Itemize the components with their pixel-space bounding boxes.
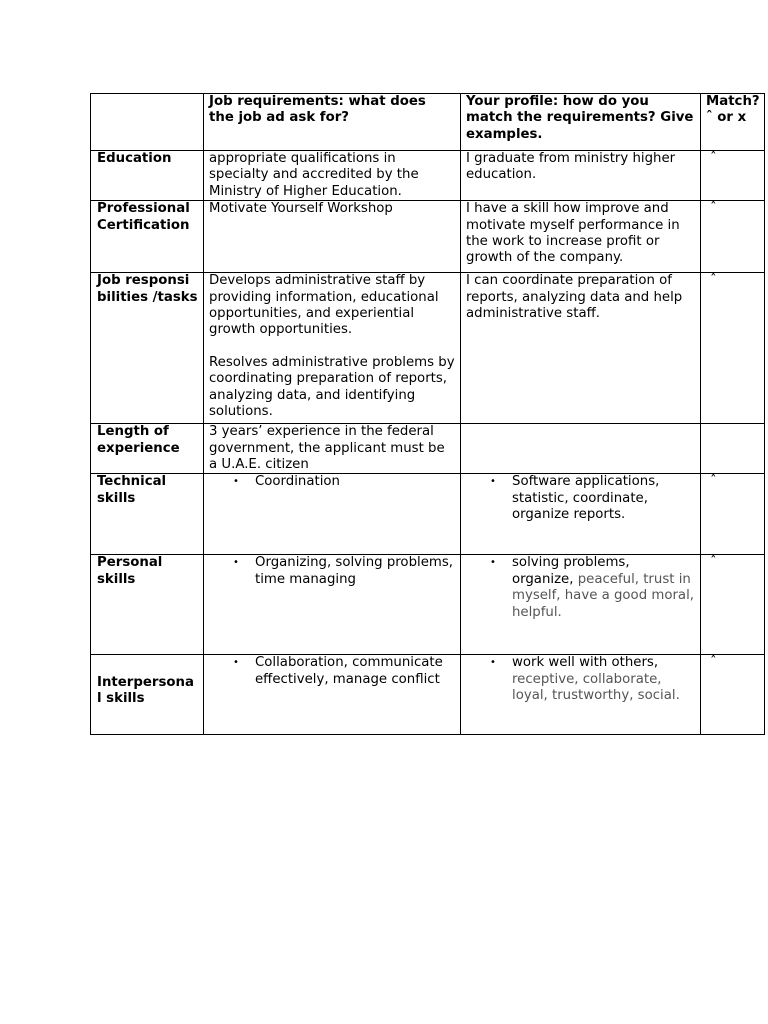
requirements-cell bbox=[204, 655, 461, 735]
profile-text-muted: receptive, collaborate, loyal, trustworthy, social. bbox=[512, 671, 680, 704]
requirements-cell bbox=[204, 474, 461, 555]
job-match-table bbox=[90, 93, 765, 735]
header-match: Match? ˆ or x bbox=[701, 94, 765, 151]
list-item: • Software applications, statistic, coordinate, organize reports. bbox=[466, 474, 695, 523]
table-row-technical bbox=[91, 474, 765, 555]
paragraph-gap bbox=[209, 339, 455, 355]
header-profile: Your profile: how do you match the requirements? Give examples. bbox=[461, 94, 701, 151]
row-label bbox=[91, 655, 204, 735]
requirements-cell: Motivate Yourself Workshop bbox=[204, 201, 461, 273]
requirements-cell: appropriate qualifications in specialty and accredited by the Ministry of Higher Education. bbox=[204, 151, 461, 201]
match-cell: ˆ bbox=[701, 555, 765, 655]
table-row-certification bbox=[91, 201, 765, 273]
table-row-interpersonal bbox=[91, 655, 765, 735]
row-label: Length of experience bbox=[91, 424, 204, 474]
list-item: • Collaboration, communicate effectively, manage conflict bbox=[209, 655, 455, 688]
table-row-personal bbox=[91, 555, 765, 655]
header-row bbox=[91, 94, 765, 151]
match-cell: ˆ bbox=[701, 273, 765, 424]
row-label: Professional Certification bbox=[91, 201, 204, 273]
match-cell: ˆ bbox=[701, 655, 765, 735]
requirements-cell bbox=[204, 555, 461, 655]
table-row-experience bbox=[91, 424, 765, 474]
header-requirements: Job requirements: what does the job ad ask for? bbox=[204, 94, 461, 151]
profile-cell: I graduate from ministry higher education. bbox=[461, 151, 701, 201]
list-item: • Coordination bbox=[209, 474, 455, 490]
match-cell: ˆ bbox=[701, 151, 765, 201]
requirements-paragraph: Develops administrative staff by providing information, educational opportunities, and experiential growth opportunities. bbox=[209, 273, 439, 338]
profile-text: solving problems, organize, bbox=[512, 555, 630, 587]
row-label: Education bbox=[91, 151, 204, 201]
requirements-cell bbox=[204, 273, 461, 424]
header-empty-cell bbox=[91, 94, 204, 151]
match-cell bbox=[701, 424, 765, 474]
table-row-responsibilities bbox=[91, 273, 765, 424]
profile-cell bbox=[461, 424, 701, 474]
profile-cell: I can coordinate preparation of reports, analyzing data and help administrative staff. bbox=[461, 273, 701, 424]
row-label: Technical skills bbox=[91, 474, 204, 555]
requirements-cell: 3 years’ experience in the federal government, the applicant must be a U.A.E. citizen bbox=[204, 424, 461, 474]
list-item: • Organizing, solving problems, time managing bbox=[209, 555, 455, 588]
table-row-education bbox=[91, 151, 765, 201]
list-item bbox=[466, 555, 695, 621]
row-label-text: Interpersonal skills bbox=[97, 674, 194, 706]
profile-cell bbox=[461, 555, 701, 655]
profile-text: work well with others, bbox=[512, 655, 659, 671]
requirements-paragraph: Resolves administrative problems by coordinating preparation of reports, analyzing data, and identifying solutions. bbox=[209, 354, 455, 420]
match-cell: ˆ bbox=[701, 474, 765, 555]
profile-cell bbox=[461, 474, 701, 555]
profile-cell: I have a skill how improve and motivate myself performance in the work to increase profit or growth of the company. bbox=[461, 201, 701, 273]
row-label: Job responsibilities /tasks bbox=[91, 273, 204, 424]
list-item bbox=[466, 655, 695, 704]
match-cell: ˆ bbox=[701, 201, 765, 273]
profile-text-muted: peaceful, trust in myself, have a good moral, helpful. bbox=[512, 571, 694, 620]
row-label: Personal skills bbox=[91, 555, 204, 655]
profile-cell bbox=[461, 655, 701, 735]
